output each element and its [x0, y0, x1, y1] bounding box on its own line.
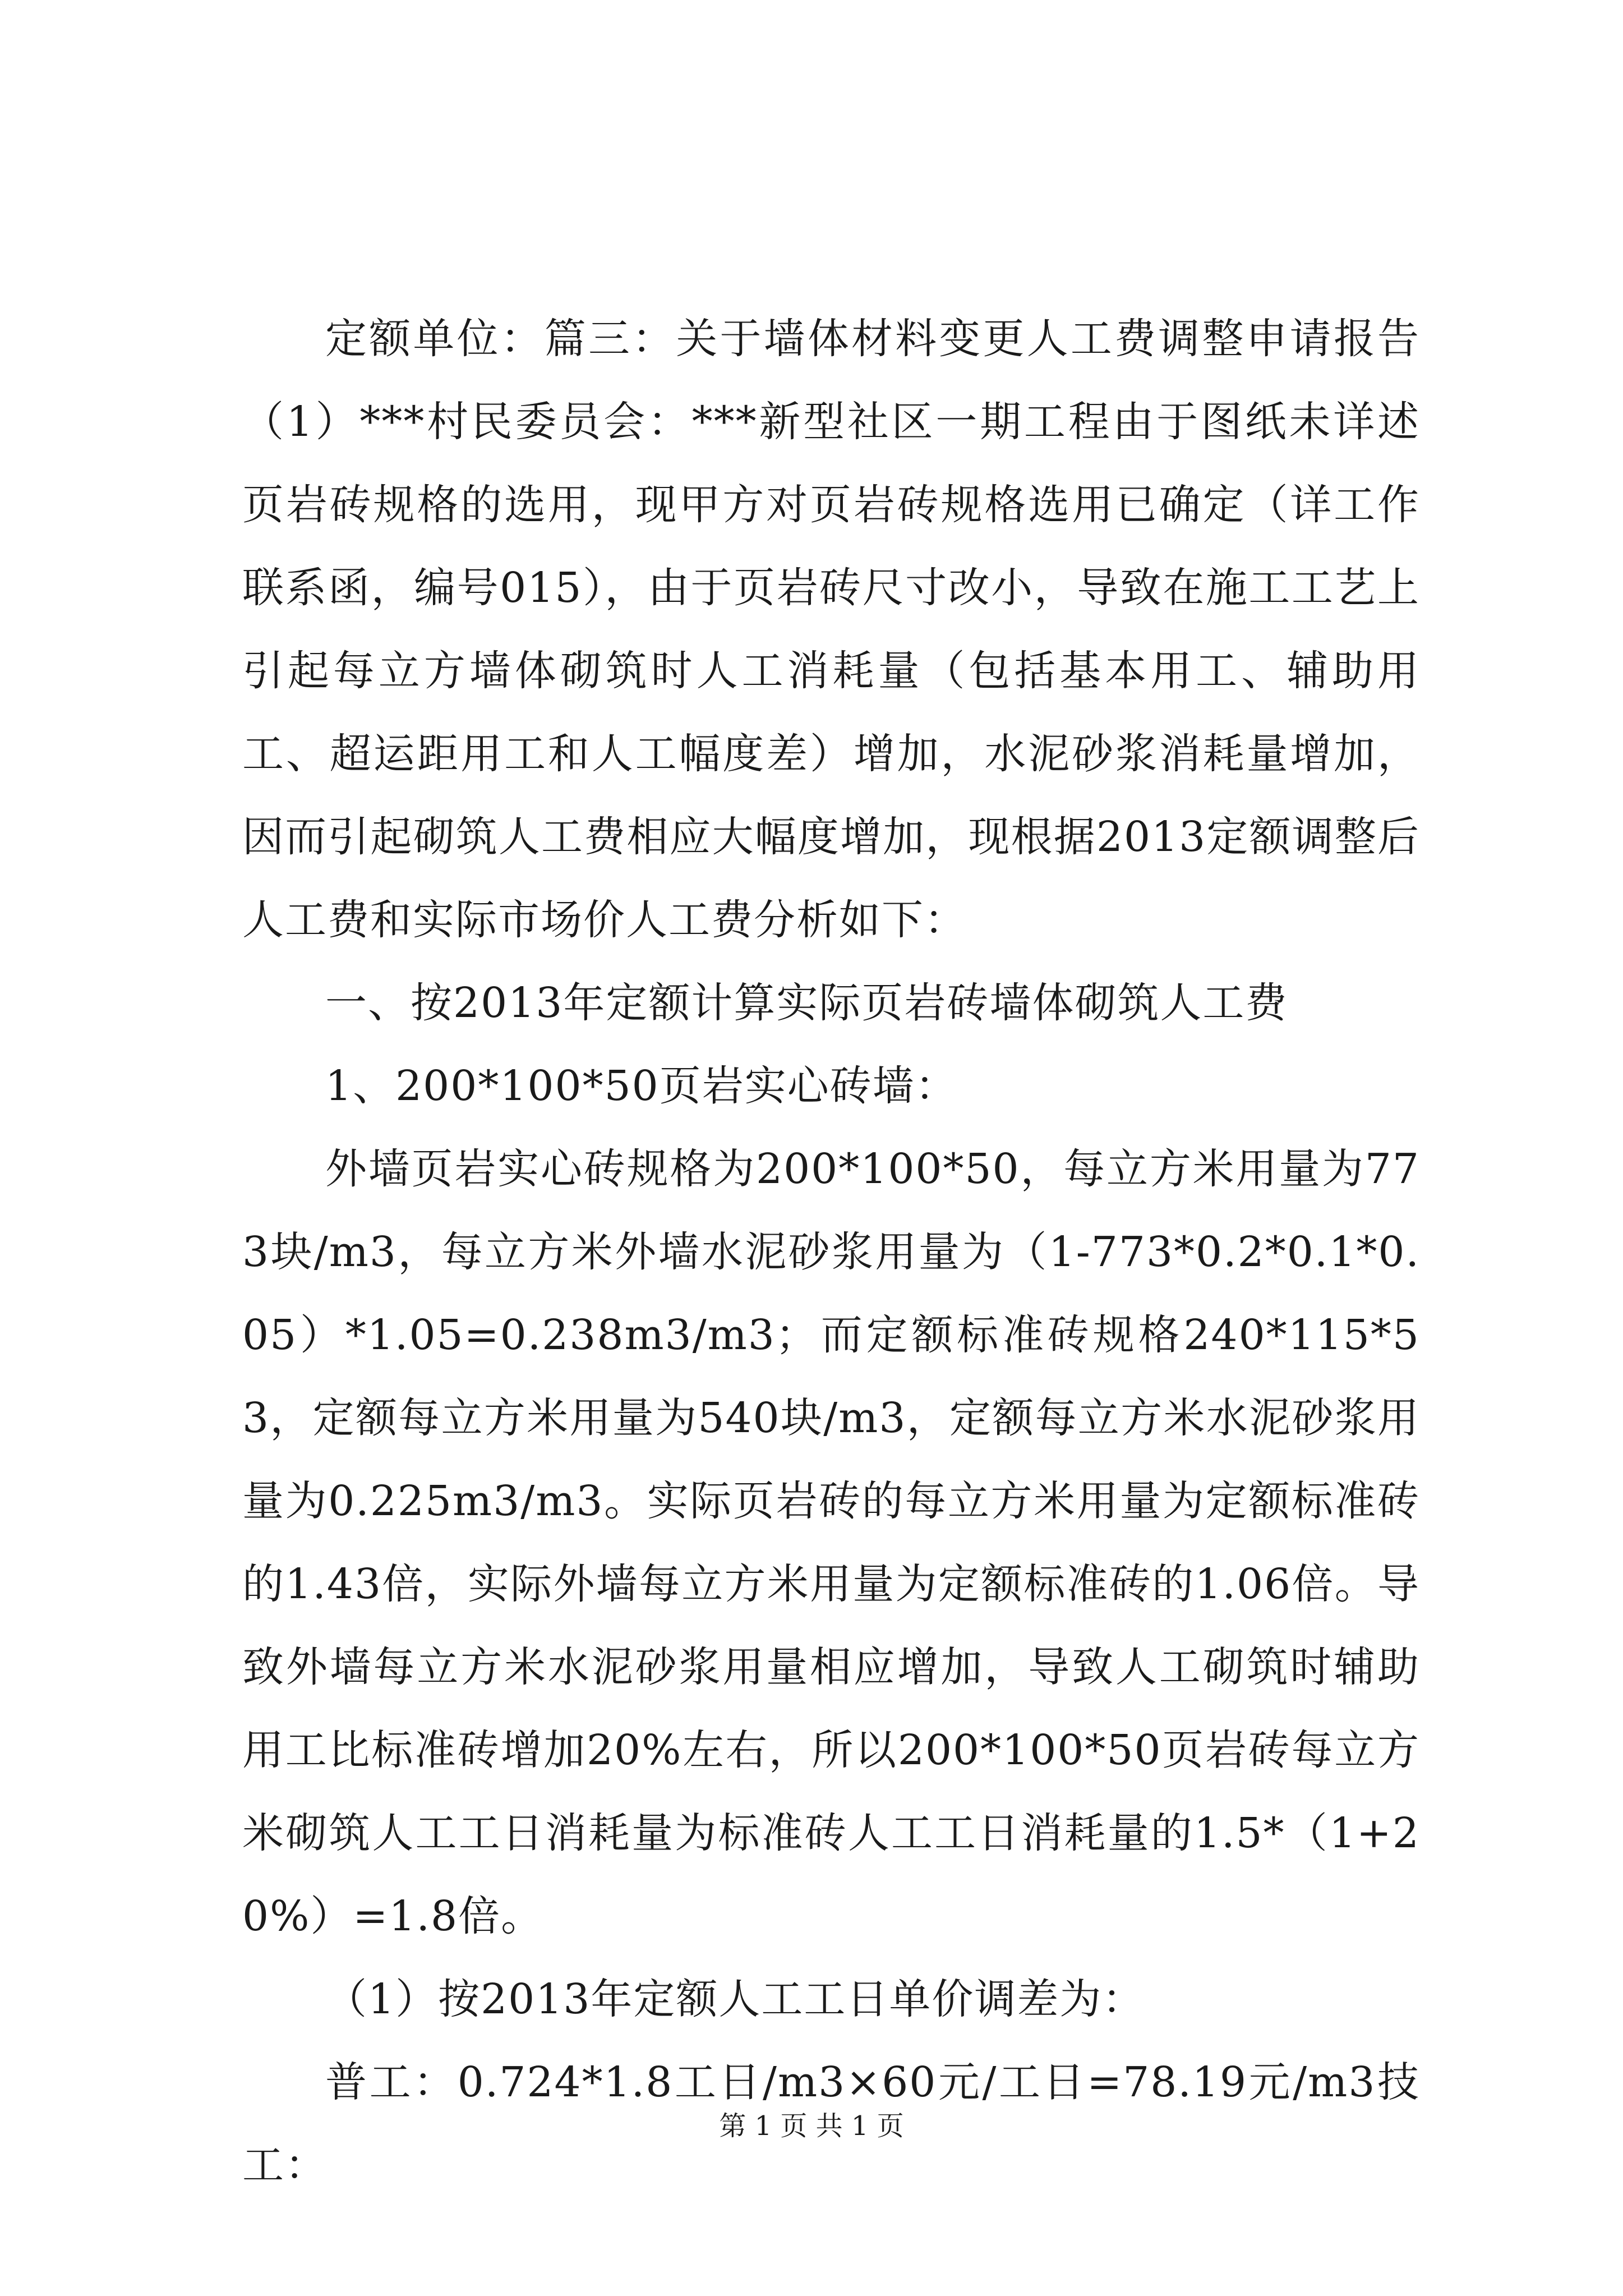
document-body: [242, 297, 1420, 2207]
paragraph-section-heading: 一、按2013年定额计算实际页岩砖墙体砌筑人工费: [325, 979, 1288, 1027]
page-footer: 第 1 页 共 1 页: [719, 2110, 904, 2142]
paragraph-intro: 定额单位：篇三：关于墙体材料变更人工费调整申请报告（1）***村民委员会：***新型社区一期工程由于图纸未详述页岩砖规格的选用，现甲方对页岩砖规格选用已确定（详工作联系函，编号015），由于页岩砖尺寸改小，导致在施工工艺上引起每立方墙体砌筑时人工消耗量（包括基本用工、辅助用工、超运距用工和人工幅度差）增加，水泥砂浆消耗量增加，因而引起砌筑人工费相应大幅度增加，现根据2013定额调整后人工费和实际市场价人工费分析如下：: [242, 315, 1420, 944]
paragraph-calculation: 外墙页岩实心砖规格为200*100*50，每立方米用量为773块/m3，每立方米外墙水泥砂浆用量为（1-773*0.2*0.1*0.05）*1.05=0.238m3/m3；而定额标准砖规格240*115*53，定额每立方米用量为540块/m3，定额每立方米水泥砂浆用量为0.225m3/m3。实际页岩砖的每立方米用量为定额标准砖的1.43倍，实际外墙每立方米用量为定额标准砖的1.06倍。导致外墙每立方米水泥砂浆用量相应增加，导致人工砌筑时辅助用工比标准砖增加20%左右，所以200*100*50页岩砖每立方米砌筑人工工日消耗量为标准砖人工工日消耗量的1.5*（1+20%）=1.8倍。: [242, 1145, 1420, 1940]
paragraph-subheading: 1、200*100*50页岩实心砖墙：: [325, 1062, 958, 1110]
paragraph-item-heading: （1）按2013年定额人工工日单价调差为：: [325, 1975, 1145, 2023]
paragraph-labor-cost: 普工：0.724*1.8工日/m3×60元/工日=78.19元/m3技工：: [242, 2058, 1420, 2189]
